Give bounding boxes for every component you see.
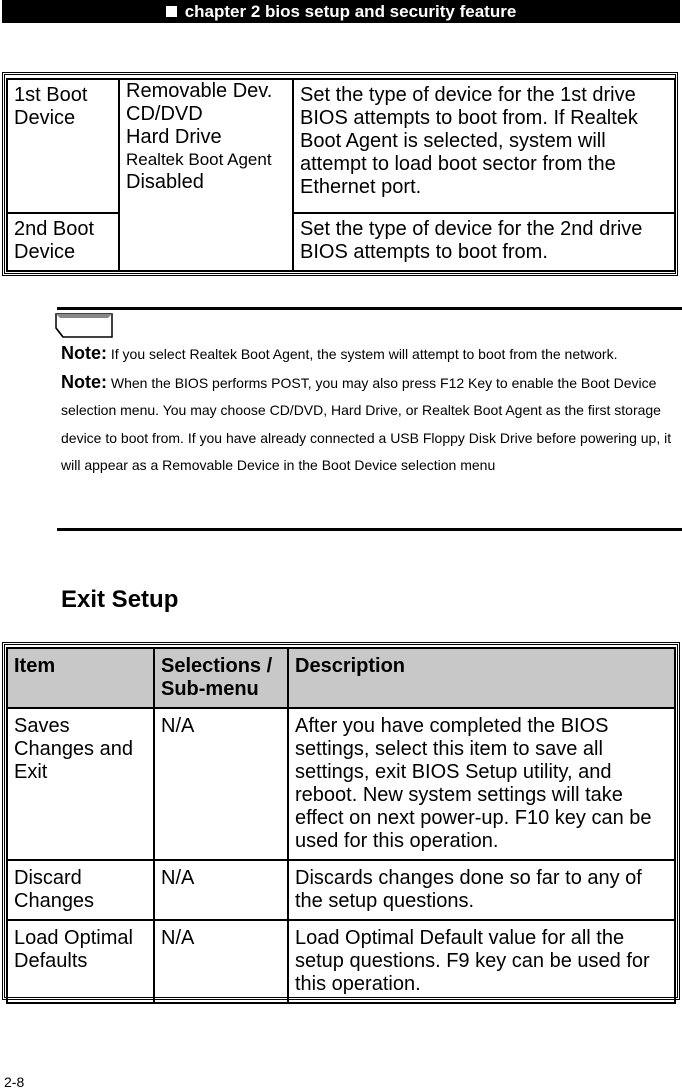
option-text: Removable Dev. xyxy=(126,80,273,102)
table-cell-description: Discards changes done so far to any of the setup questions. xyxy=(288,860,675,920)
option-text: Hard Drive xyxy=(126,126,222,148)
chapter-title: chapter 2 bios setup and security feature xyxy=(184,2,517,21)
table-row xyxy=(7,213,675,271)
table-cell-item: 1st Boot Device xyxy=(7,79,119,213)
table-header-row xyxy=(7,648,675,708)
column-header-selections: Selections / Sub-menu xyxy=(154,648,288,708)
table-cell-description: Set the type of device for the 2nd drive BIOS attempts to boot from. xyxy=(293,213,675,271)
boot-device-table xyxy=(6,78,676,272)
note-body: When the BIOS performs POST, you may also press F12 Key to enable the Boot Device selection menu. You may choose CD/DVD, Hard Drive, or Realtek Boot Agent as the first storage device to boot from. If you have already connected a USB Floppy Disk Drive before powering up, it will appear as a Removable Device in the Boot Device selection menu xyxy=(61,374,672,473)
table-cell-item: 2nd Boot Device xyxy=(7,213,119,271)
chapter-header xyxy=(2,0,680,23)
page-number: 2-8 xyxy=(4,1074,25,1090)
table-cell-item: Discard Changes xyxy=(7,860,154,920)
column-header-description: Description xyxy=(288,648,675,708)
table-cell-selections: N/A xyxy=(154,708,288,860)
note-paragraph xyxy=(61,340,681,369)
table-cell-item: Saves Changes and Exit xyxy=(7,708,154,860)
note-top-rule xyxy=(57,307,682,310)
note-bottom-rule xyxy=(57,528,682,531)
section-title: Exit Setup xyxy=(61,586,179,613)
square-bullet-icon xyxy=(166,6,177,17)
table-cell-item: Load Optimal Defaults xyxy=(7,920,154,1003)
note-icon xyxy=(55,313,113,339)
exit-setup-table xyxy=(6,647,676,1004)
table-cell-description: Set the type of device for the 1st drive BIOS attempts to boot from. If Realtek Boot Agent is selected, system will attempt to load boot sector from the Ethernet port. xyxy=(293,79,675,213)
table-row xyxy=(7,860,675,920)
option-text: Realtek Boot Agent xyxy=(126,150,272,169)
table-cell-description: Load Optimal Default value for all the setup questions. F9 key can be used for this operation. xyxy=(288,920,675,1003)
table-cell-selections: N/A xyxy=(154,860,288,920)
option-text: Disabled xyxy=(126,171,204,193)
option-text: CD/DVD xyxy=(126,103,203,125)
note-label: Note: xyxy=(61,371,107,392)
table-cell-selections: N/A xyxy=(154,920,288,1003)
table-row xyxy=(7,708,675,860)
note-block xyxy=(61,340,681,480)
column-header-item: Item xyxy=(7,648,154,708)
table-row xyxy=(7,79,675,213)
boot-options-cell xyxy=(119,79,293,271)
note-body: If you select Realtek Boot Agent, the system will attempt to boot from the network. xyxy=(107,346,618,362)
table-cell-description: After you have completed the BIOS settings, select this item to save all settings, exit BIOS Setup utility, and reboot. New system settings will take effect on next power-up. F10 key can be used for this operation. xyxy=(288,708,675,860)
table-row xyxy=(7,920,675,1003)
note-label: Note: xyxy=(61,343,107,363)
note-paragraph xyxy=(61,369,681,480)
